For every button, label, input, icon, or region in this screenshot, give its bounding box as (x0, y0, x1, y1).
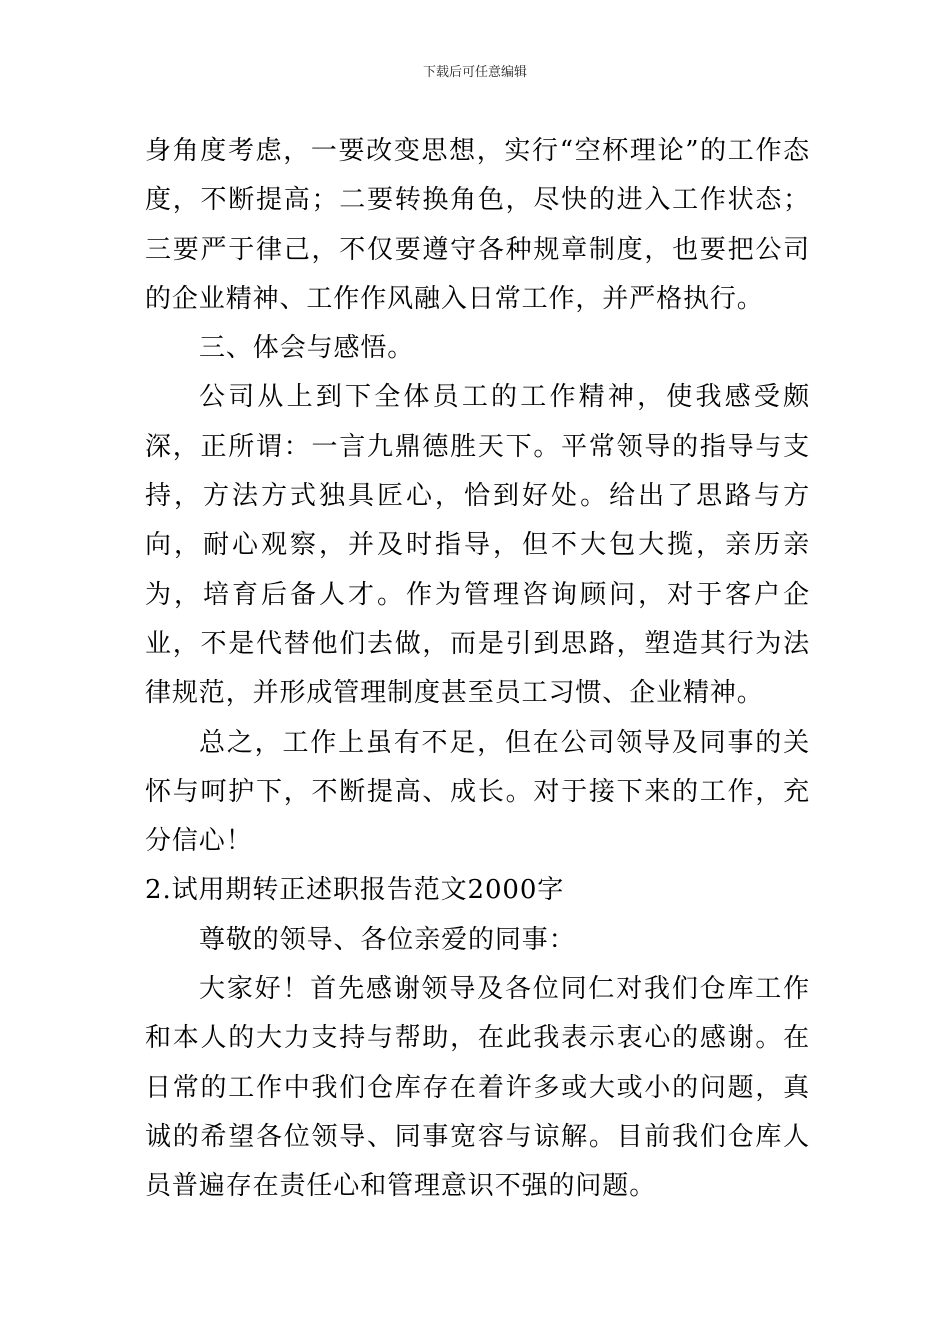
page-header-note: 下载后可任意编辑 (422, 65, 527, 80)
salutation: 尊敬的领导、各位亲爱的同事： (199, 924, 576, 955)
document-body (145, 127, 810, 1212)
paragraph-company-spirit: 公司从上到下全体员工的工作精神，使我感受颇深，正所谓：一言九鼎德胜天下。平常领导的指导与支持，方法方式独具匠心，恰到好处。给出了思路与方向，耐心观察，并及时指导，但不大包大揽，亲历亲为，培育后备人才。作为管理咨询顾问，对于客户企业，不是代替他们去做，而是引到思路，塑造其行为法律规范，并形成管理制度甚至员工习惯、企业精神。 (145, 382, 810, 709)
paragraph-greeting: 大家好！首先感谢领导及各位同仁对我们仓库工作和本人的大力支持与帮助，在此我表示衷心的感谢。在日常的工作中我们仓库存在着许多或大或小的问题，真诚的希望各位领导、同事宽容与谅解。目前我们仓库人员普遍存在责任心和管理意识不强的问题。 (145, 974, 810, 1202)
article-title: 2.试用期转正述职报告范文2000字 (145, 875, 565, 906)
paragraph-continuation: 身角度考虑，一要改变思想，实行“空杯理论”的工作态度，不断提高；二要转换角色，尽快的进入工作状态；三要严于律己，不仅要遵守各种规章制度，也要把公司的企业精神、工作作风融入日常工作，并严格执行。 (145, 136, 810, 314)
paragraph-summary: 总之，工作上虽有不足，但在公司领导及同事的关怀与呵护下，不断提高、成长。对于接下来的工作，充分信心！ (145, 727, 810, 857)
section-heading-three: 三、体会与感悟。 (199, 333, 415, 364)
